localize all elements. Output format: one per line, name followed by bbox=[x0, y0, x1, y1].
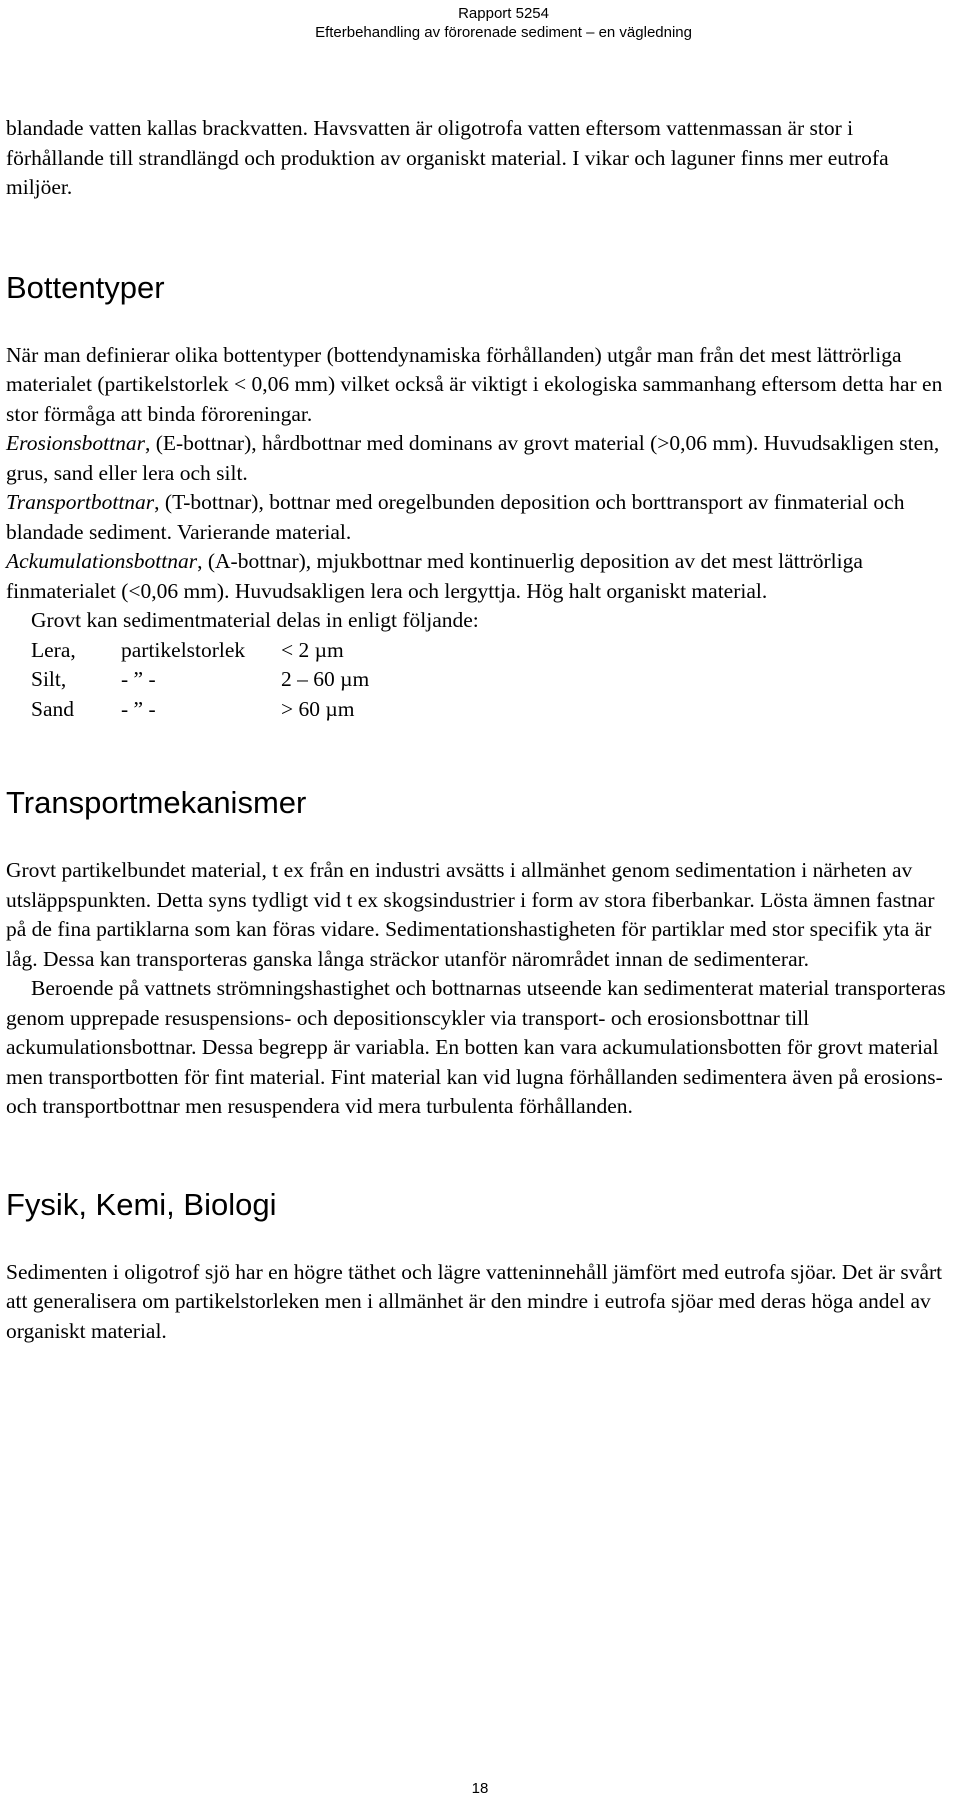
document-body bbox=[6, 114, 956, 1346]
table-row bbox=[31, 665, 369, 695]
page-number: 18 bbox=[471, 1780, 489, 1797]
classification-intro: Grovt kan sedimentmaterial delas in enligt följande: bbox=[31, 608, 479, 632]
size-label: - ” - bbox=[121, 696, 156, 721]
transport-paragraph-1: Grovt partikelbundet material, t ex från en industri avsätts i allmänhet genom sedimentation i närheten av utsläppspunkten. Detta syns tydligt vid t ex skogsindustrier i form av stora fiberbankar. Lösta ämnen fastnar på de fina partiklarna som kan föras vidare. Sedimentationshastigheten för partiklar med stor specifik yta är låg. Dessa kan transporteras ganska långa sträckor utanför närområdet innan de sedimenterar. bbox=[6, 858, 935, 971]
report-subtitle: Efterbehandling av förorenade sediment – en vägledning bbox=[315, 24, 692, 41]
heading-fysik-kemi-biologi: Fysik, Kemi, Biologi bbox=[6, 1186, 277, 1222]
bottentyp-description: , (E-bottnar), hårdbottnar med dominans av grovt material (>0,06 mm). Huvudsakligen sten, grus, sand eller lera och silt. bbox=[6, 431, 940, 485]
table-row bbox=[31, 636, 369, 666]
bottentyp-transport bbox=[6, 488, 956, 547]
grain-size-table bbox=[31, 636, 369, 725]
bottentyp-ackumulation bbox=[6, 547, 956, 606]
size-label: - ” - bbox=[121, 667, 156, 691]
bottentyp-term: Transportbottnar bbox=[6, 490, 155, 514]
bottentyper-intro: När man definierar olika bottentyper (bottendynamiska förhållanden) utgår man från det mest lättrörliga materialet (partikelstorlek < 0,06 mm) vilket också är viktigt i ekologiska sammanhang eftersom detta har en stor förmåga att binda föroreningar. bbox=[6, 342, 943, 426]
transport-paragraph-2: Beroende på vattnets strömningshastighet och bottnarnas utseende kan sedimenterat material transporteras genom upprepade resuspensions- och depositionscykler via transport- och erosionsbottnar till ackumulationsbottnar. Dessa begrepp är variabla. En botten kan vara ackumulationsbotten för grovt material men transportbotten för fint material. Fint material kan vid lugna förhållanden sedimentera även på erosions- och transportbottnar men resuspendera vid mera turbulenta förhållanden. bbox=[6, 976, 946, 1118]
size-name: Silt, bbox=[31, 667, 67, 691]
page-header bbox=[315, 4, 692, 42]
size-value: 2 – 60 µm bbox=[281, 667, 370, 691]
table-row bbox=[31, 695, 369, 725]
bottentyp-description: , (A-bottnar), mjukbottnar med kontinuerlig deposition av det mest lättrörliga finmaterialet (<0,06 mm). Huvudsakligen lera och lergyttja. Hög halt organiskt material. bbox=[6, 549, 863, 603]
size-label: partikelstorlek bbox=[121, 637, 246, 662]
intro-paragraph: blandade vatten kallas brackvatten. Havsvatten är oligotrofa vatten eftersom vattenmassan är stor i förhållande till strandlängd och produktion av organiskt material. I vikar och laguner finns mer eutrofa miljöer. bbox=[6, 116, 889, 199]
bottentyp-term: Ackumulationsbottnar bbox=[6, 549, 198, 573]
fysik-paragraph: Sedimenten i oligotrof sjö har en högre täthet och lägre vatteninnehåll jämfört med eutrofa sjöar. Det är svårt att generalisera om partikelstorleken men i allmänhet är den mindre i eutrofa sjöar med deras höga andel av organiskt material. bbox=[6, 1259, 943, 1343]
bottentyp-term: Erosionsbottnar bbox=[6, 431, 145, 455]
size-value: < 2 µm bbox=[281, 637, 344, 662]
heading-transportmekanismer: Transportmekanismer bbox=[6, 785, 307, 820]
size-value: > 60 µm bbox=[281, 696, 355, 721]
bottentyp-description: , (T-bottnar), bottnar med oregelbunden deposition och borttransport av finmaterial och blandade sediment. Varierande material. bbox=[6, 490, 905, 544]
bottentyp-erosion bbox=[6, 429, 956, 488]
size-name: Sand bbox=[31, 696, 74, 721]
heading-bottentyper: Bottentyper bbox=[6, 269, 165, 305]
report-number: Rapport 5254 bbox=[458, 5, 549, 22]
size-name: Lera, bbox=[31, 637, 76, 662]
